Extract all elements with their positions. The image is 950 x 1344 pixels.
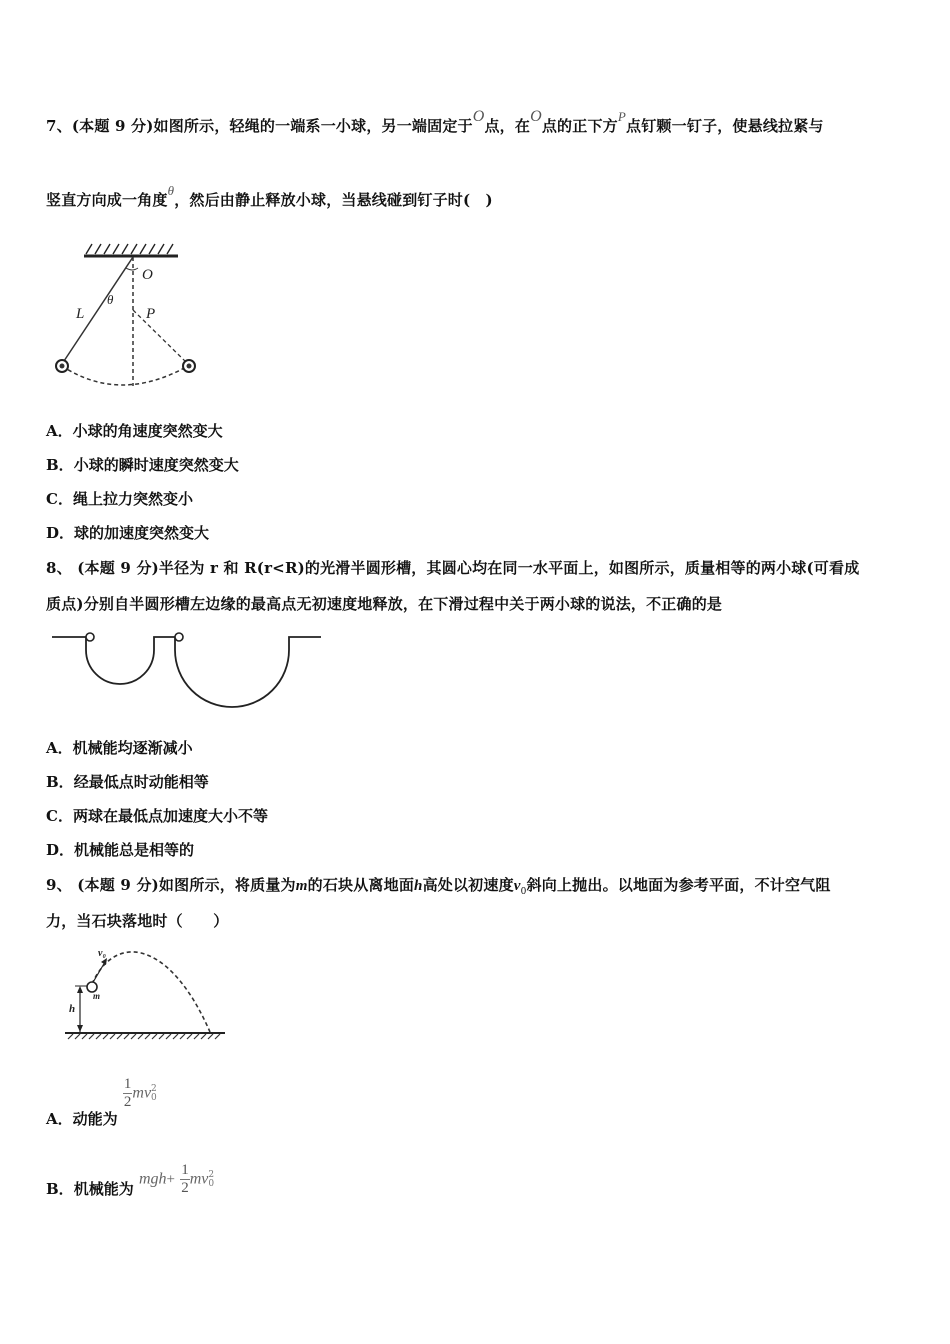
- q7-option-d[interactable]: D．球的加速度突然变大: [46, 524, 210, 542]
- q7-text-a: 7、(本题 9 分)如图所示，轻绳的一端系一小球，另一端固定于: [46, 117, 473, 135]
- q8-option-d[interactable]: D．机械能总是相等的: [46, 841, 195, 859]
- q8-line1: 8、 (本题 9 分)半径为 r 和 R(r<R)的光滑半圆形槽，其圆心均在同一水平面上，如图所示，质量相等的两小球(可看成: [46, 559, 860, 577]
- q8-option-b[interactable]: B．经最低点时动能相等: [46, 773, 209, 791]
- q7-line1: [46, 108, 824, 136]
- label-P: P: [146, 306, 156, 322]
- q9-option-b[interactable]: B．机械能为 mgh+ $\frac{1}{2}$ mv 2 0: [46, 1162, 215, 1198]
- fraction-half: $\frac{1}{2}$: [181, 1162, 189, 1196]
- q7-option-c[interactable]: C．绳上拉力突然变小: [46, 490, 193, 508]
- semicircle-troughs-figure: [50, 624, 330, 709]
- symbol-P: P: [617, 109, 627, 124]
- q7-option-a[interactable]: A．小球的角速度突然变大: [46, 422, 223, 440]
- symbol-O: O: [472, 108, 485, 125]
- symbol-v: v: [513, 878, 521, 894]
- symbol-h: h: [414, 878, 423, 894]
- pendulum-figure: [50, 236, 210, 396]
- q7-text-e: 竖直方向成一角度: [46, 191, 168, 209]
- symbol-theta: θ: [167, 183, 175, 198]
- q7-option-b[interactable]: B．小球的瞬时速度突然变大: [46, 456, 239, 474]
- label-L: L: [76, 306, 85, 322]
- label-m: m: [93, 991, 101, 1001]
- projectile-figure: [60, 940, 235, 1045]
- symbol-O: O: [530, 108, 542, 125]
- q9-line2: 力，当石块落地时（ ）: [46, 912, 229, 930]
- q8-line2: 质点)分别自半圆形槽左边缘的最高点无初速度地释放，在下滑过程中关于两小球的说法，不正确的是: [46, 595, 723, 613]
- q7-text-d: 点钉颗一钉子，使悬线拉紧与: [626, 117, 824, 135]
- q7-text-c: 点的正下方: [541, 117, 618, 135]
- q9-line1: 9、 (本题 9 分)如图所示，将质量为m的石块从离地面h高处以初速度$v_0$斜向上抛出。以地面为参考平面，不计空气阻: [46, 876, 831, 897]
- q9-option-a[interactable]: A．动能为 $\frac{1}{2}$ mv 2 0: [46, 1076, 157, 1128]
- q7-text-f: ，然后由静止释放小球，当悬线碰到钉子时( ): [174, 191, 493, 209]
- q8-option-a[interactable]: A．机械能均逐渐减小: [46, 739, 193, 757]
- q8-option-c[interactable]: C．两球在最低点加速度大小不等: [46, 807, 268, 825]
- label-theta: θ: [107, 292, 114, 307]
- fraction-half: $\frac{1}{2}$: [123, 1076, 132, 1110]
- label-h: h: [69, 1003, 76, 1015]
- q7-text-b: 点，在: [484, 117, 531, 135]
- label-v0: v₀: [98, 948, 106, 959]
- label-O: O: [142, 267, 153, 283]
- symbol-m: m: [295, 878, 308, 894]
- q7-line2: [46, 183, 493, 210]
